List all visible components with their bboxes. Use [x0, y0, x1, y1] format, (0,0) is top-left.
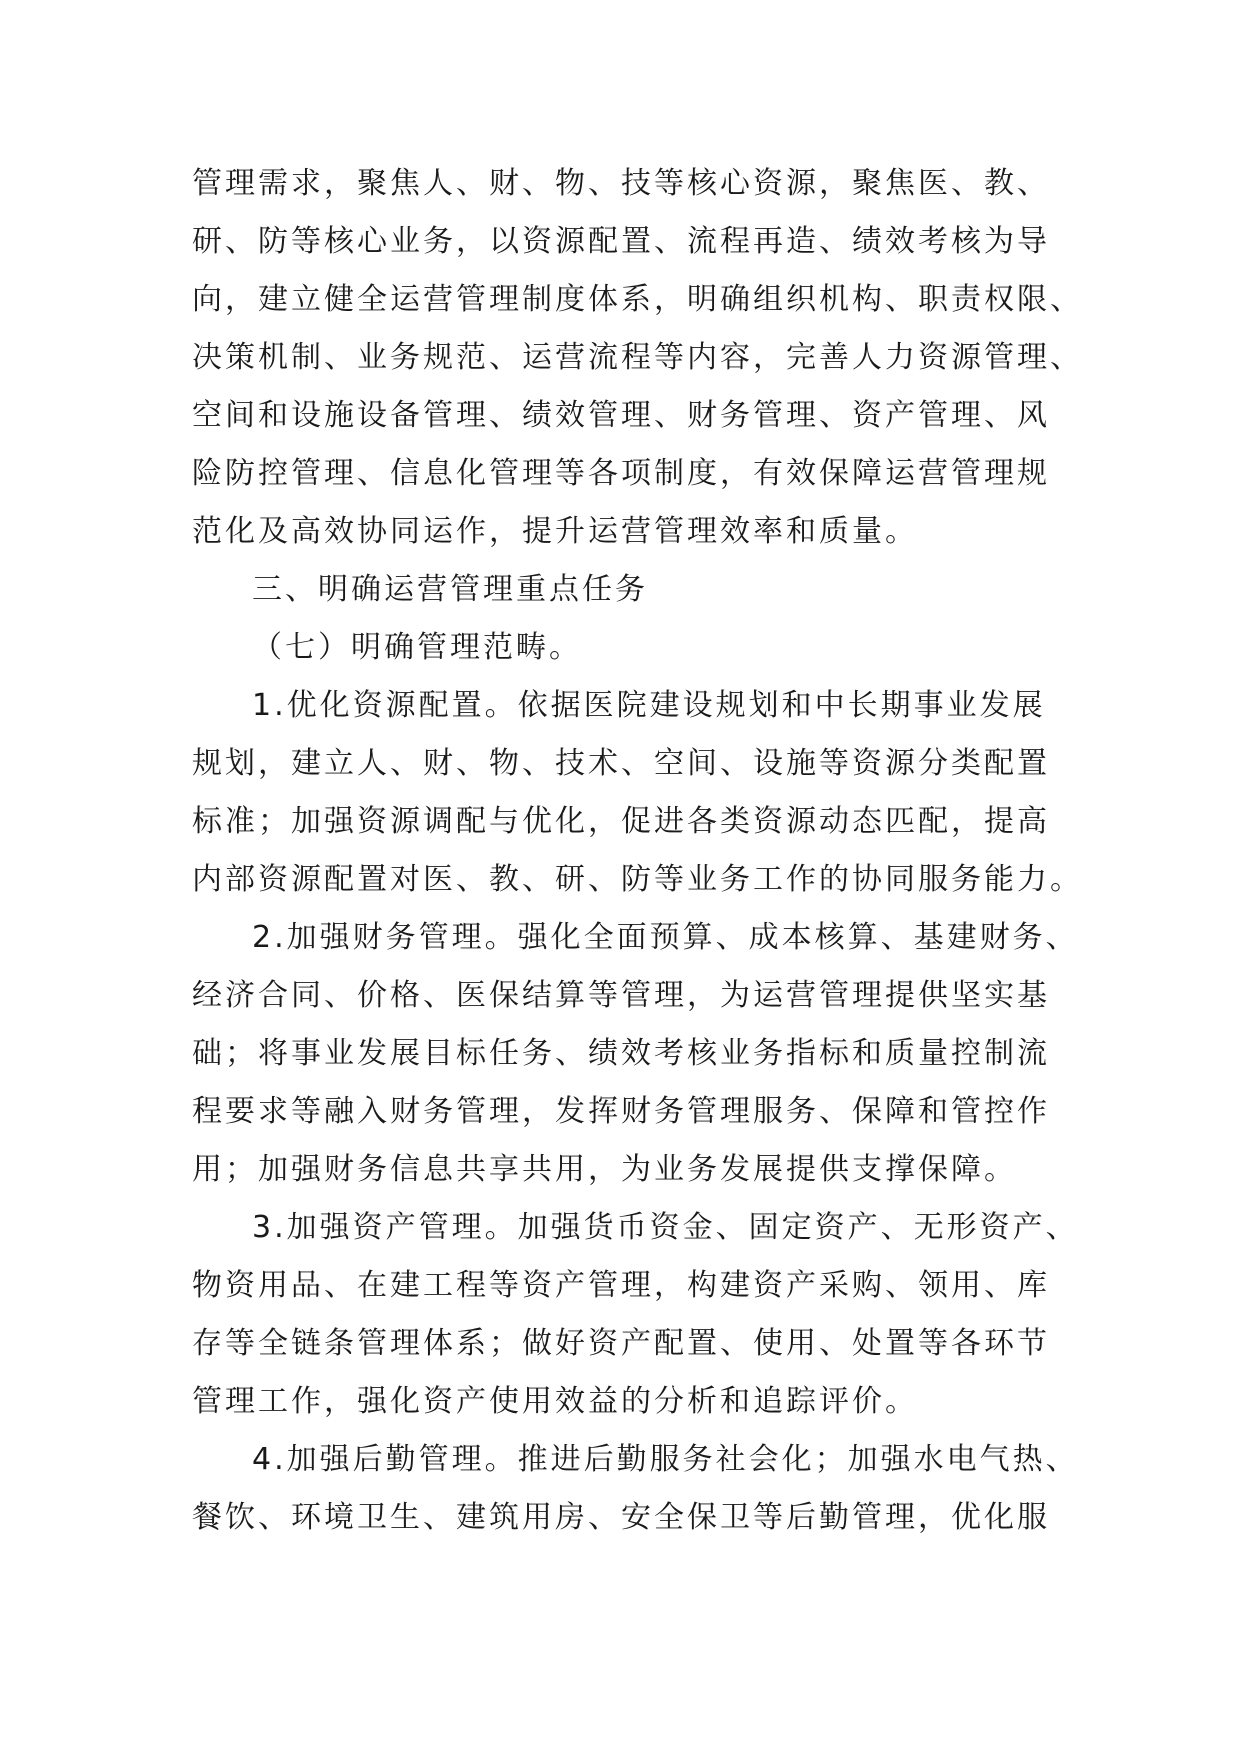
text-line: 管理工作，强化资产使用效益的分析和追踪评价。 — [192, 1384, 918, 1419]
text-line: 范化及高效协同运作，提升运营管理效率和质量。 — [192, 514, 918, 549]
text-line: 4.加强后勤管理。推进后勤服务社会化；加强水电气热、 — [252, 1442, 1079, 1477]
text-line: 三、明确运营管理重点任务 — [252, 572, 648, 607]
text-line: 础；将事业发展目标任务、绩效考核业务指标和质量控制流 — [192, 1036, 1050, 1071]
text-line: 空间和设施设备管理、绩效管理、财务管理、资产管理、风 — [192, 398, 1050, 433]
document-body — [192, 155, 1083, 1547]
text-line: 管理需求，聚焦人、财、物、技等核心资源，聚焦医、教、 — [192, 166, 1050, 201]
text-line: 程要求等融入财务管理，发挥财务管理服务、保障和管控作 — [192, 1094, 1050, 1129]
text-line: 3.加强资产管理。加强货币资金、固定资产、无形资产、 — [252, 1210, 1079, 1245]
text-line: 决策机制、业务规范、运营流程等内容，完善人力资源管理、 — [192, 340, 1083, 375]
text-line: 1.优化资源配置。依据医院建设规划和中长期事业发展 — [252, 688, 1046, 723]
text-line: 经济合同、价格、医保结算等管理，为运营管理提供坚实基 — [192, 978, 1050, 1013]
text-line: 险防控管理、信息化管理等各项制度，有效保障运营管理规 — [192, 456, 1050, 491]
text-line: 用；加强财务信息共享共用，为业务发展提供支撑保障。 — [192, 1152, 1017, 1187]
text-line: （七）明确管理范畴。 — [252, 630, 582, 665]
text-line: 规划，建立人、财、物、技术、空间、设施等资源分类配置 — [192, 746, 1050, 781]
text-line: 存等全链条管理体系；做好资产配置、使用、处置等各环节 — [192, 1326, 1050, 1361]
text-line: 内部资源配置对医、教、研、防等业务工作的协同服务能力。 — [192, 862, 1083, 897]
text-line: 向，建立健全运营管理制度体系，明确组织机构、职责权限、 — [192, 282, 1083, 317]
text-line: 标准；加强资源调配与优化，促进各类资源动态匹配，提高 — [192, 804, 1050, 839]
text-line: 2.加强财务管理。强化全面预算、成本核算、基建财务、 — [252, 920, 1079, 955]
text-line: 物资用品、在建工程等资产管理，构建资产采购、领用、库 — [192, 1268, 1050, 1303]
text-line: 餐饮、环境卫生、建筑用房、安全保卫等后勤管理，优化服 — [192, 1500, 1050, 1535]
text-line: 研、防等核心业务，以资源配置、流程再造、绩效考核为导 — [192, 224, 1050, 259]
